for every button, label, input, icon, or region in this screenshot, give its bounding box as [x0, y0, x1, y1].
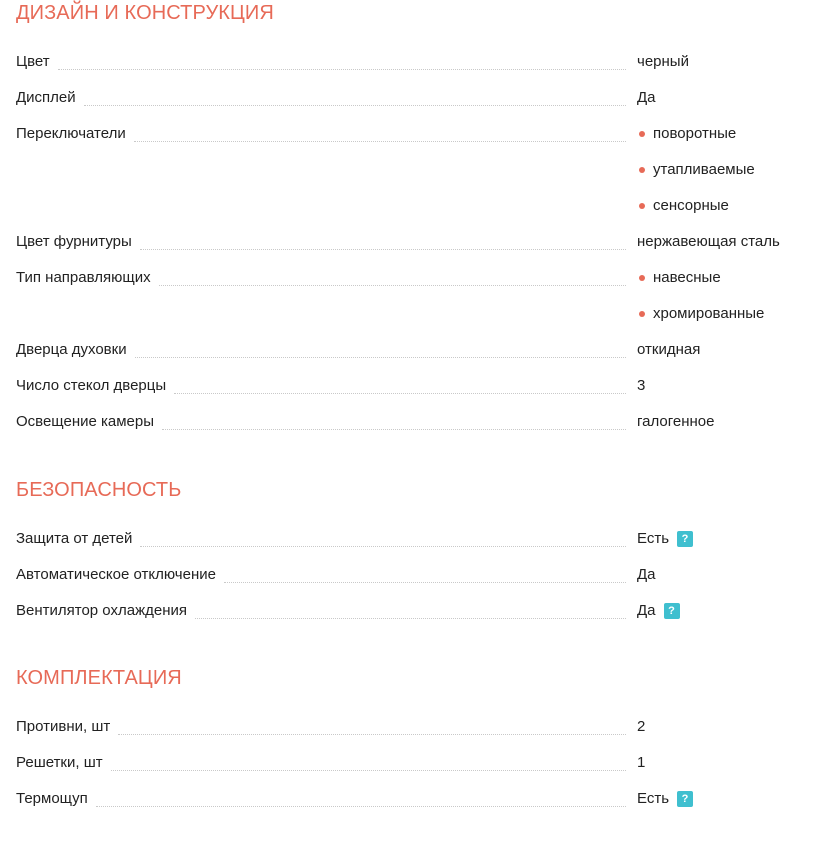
spec-value: 2: [637, 718, 646, 735]
spec-row-door-glass: [0, 368, 813, 404]
bullet-icon: [639, 203, 645, 209]
dotted-leader: [84, 105, 626, 106]
spec-label: Переключатели: [16, 116, 134, 152]
bullet-icon: [639, 167, 645, 173]
spec-row-cooling-fan: [0, 593, 813, 629]
spec-label: Дисплей: [16, 80, 84, 116]
dotted-leader: [159, 285, 626, 286]
spec-value: Есть: [637, 790, 670, 807]
bullet-icon: [639, 131, 645, 137]
section-title: БЕЗОПАСНОСТЬ: [16, 479, 182, 501]
dotted-leader: [195, 618, 626, 619]
spec-value: хромированные: [653, 305, 765, 322]
spec-row-fittings-color: [0, 224, 813, 260]
spec-label: Защита от детей: [16, 521, 140, 557]
spec-value: нержавеющая сталь: [637, 233, 780, 250]
spec-label: Автоматическое отключение: [16, 557, 224, 593]
section-title: КОМПЛЕКТАЦИЯ: [16, 667, 182, 689]
spec-value: откидная: [637, 341, 701, 358]
spec-rows: [0, 709, 813, 817]
spec-row-switches: [0, 116, 813, 224]
dotted-leader: [58, 69, 626, 70]
dotted-leader: [96, 806, 626, 807]
dotted-leader: [135, 357, 626, 358]
dotted-leader: [134, 141, 626, 142]
spec-value: поворотные: [653, 125, 737, 142]
spec-row-color: [0, 44, 813, 80]
dotted-leader: [118, 734, 626, 735]
section-title: ДИЗАЙН И КОНСТРУКЦИЯ: [16, 2, 274, 24]
spec-row-auto-shutoff: [0, 557, 813, 593]
help-icon[interactable]: ?: [664, 603, 680, 619]
spec-value: Есть: [637, 530, 670, 547]
help-icon[interactable]: ?: [677, 791, 693, 807]
spec-row-meat-probe: [0, 781, 813, 817]
spec-value: черный: [637, 53, 689, 70]
spec-label: Цвет: [16, 44, 58, 80]
spec-value: 3: [637, 377, 646, 394]
spec-label: Термощуп: [16, 781, 96, 817]
spec-row-baking-trays: [0, 709, 813, 745]
spec-label: Число стекол дверцы: [16, 368, 174, 404]
spec-row-oven-door: [0, 332, 813, 368]
dotted-leader: [140, 546, 626, 547]
spec-row-child-lock: [0, 521, 813, 557]
spec-value: 1: [637, 754, 646, 771]
spec-row-chamber-light: [0, 404, 813, 440]
dotted-leader: [162, 429, 626, 430]
dotted-leader: [111, 770, 626, 771]
spec-value: Да: [637, 566, 656, 583]
spec-label: Тип направляющих: [16, 260, 159, 296]
spec-label: Решетки, шт: [16, 745, 111, 781]
spec-label: Дверца духовки: [16, 332, 135, 368]
dotted-leader: [174, 393, 626, 394]
spec-value: Да: [637, 89, 656, 106]
spec-value: навесные: [653, 269, 721, 286]
dotted-leader: [224, 582, 626, 583]
dotted-leader: [140, 249, 626, 250]
bullet-icon: [639, 275, 645, 281]
spec-label: Цвет фурнитуры: [16, 224, 140, 260]
spec-row-rails-type: [0, 260, 813, 332]
spec-row-grates: [0, 745, 813, 781]
bullet-icon: [639, 311, 645, 317]
spec-value: Да: [637, 602, 656, 619]
spec-value: галогенное: [637, 413, 715, 430]
section-equipment: [0, 665, 813, 817]
spec-value: утапливаемые: [653, 161, 755, 178]
spec-rows: [0, 521, 813, 629]
spec-label: Вентилятор охлаждения: [16, 593, 195, 629]
spec-value: сенсорные: [653, 197, 729, 214]
spec-row-display: [0, 80, 813, 116]
spec-label: Противни, шт: [16, 709, 118, 745]
spec-rows: [0, 44, 813, 440]
section-safety: [0, 477, 813, 629]
spec-label: Освещение камеры: [16, 404, 162, 440]
help-icon[interactable]: ?: [677, 531, 693, 547]
